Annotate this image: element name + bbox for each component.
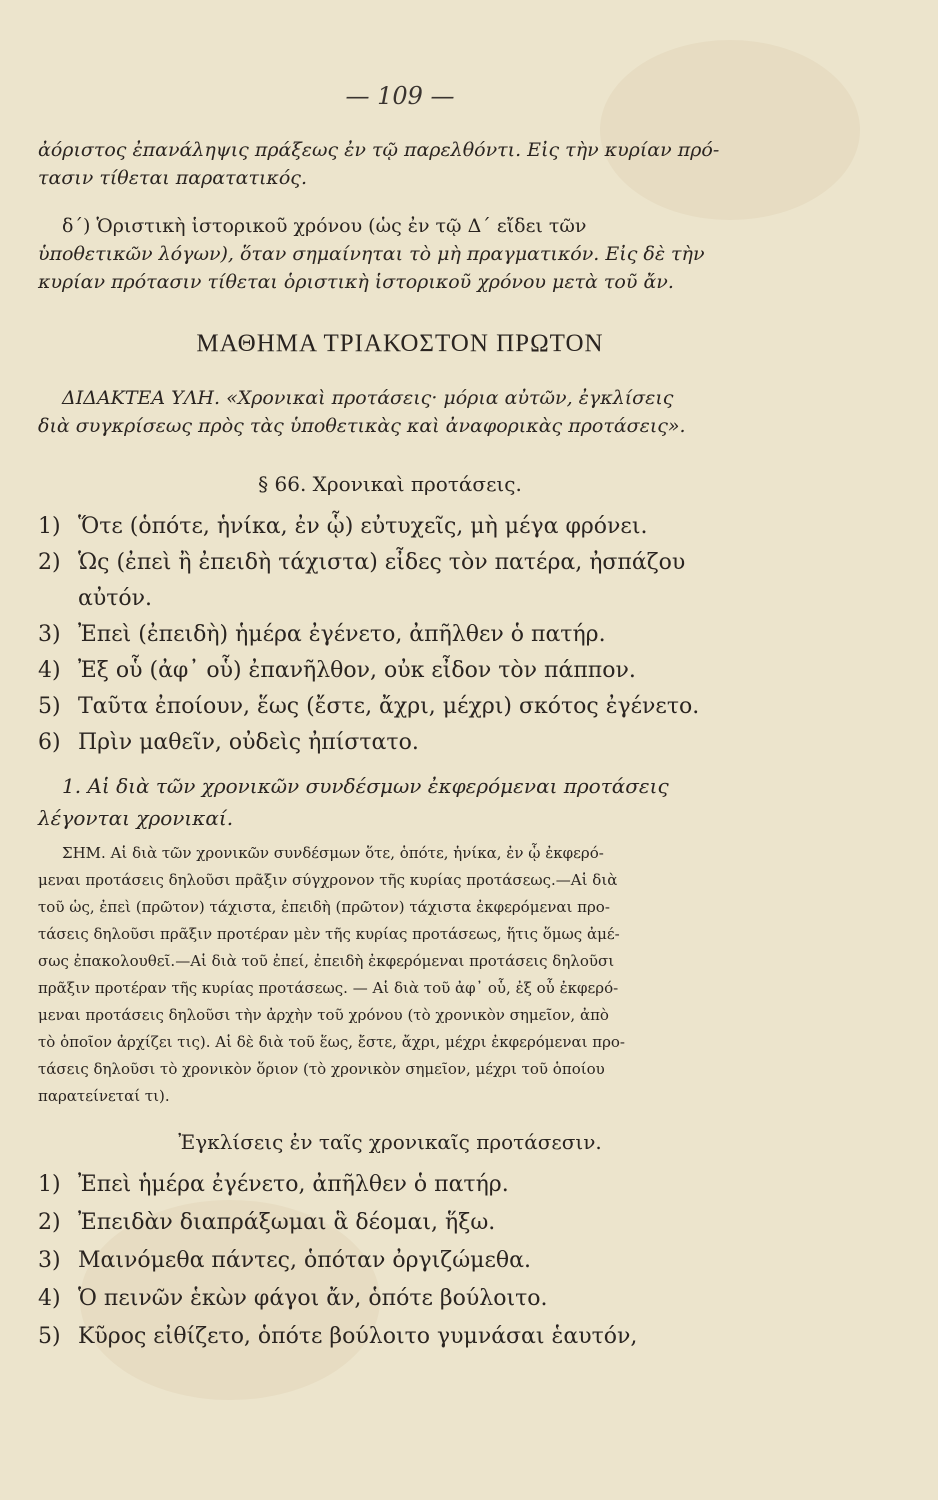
teaching-material	[38, 384, 838, 440]
item-text: Ὅτε (ὁπότε, ἡνίκα, ἐν ᾧ) εὐτυχεῖς, μὴ μέγα φρόνει.	[78, 514, 648, 539]
note-paragraph	[38, 840, 838, 1110]
list-item	[38, 1322, 637, 1352]
text-line: ΔΙΔΑΚΤΕΑ ΥΛΗ. «Χρονικαὶ προτάσεις· μόρια αὐτῶν, ἐγκλίσεις	[62, 387, 674, 409]
text-line: ΣΗΜ. Αἱ διὰ τῶν χρονικῶν συνδέσμων ὅτε, ὁπότε, ἡνίκα, ἐν ᾧ ἐκφερό-	[62, 844, 604, 862]
item-text: Κῦρος εἰθίζετο, ὁπότε βούλοιτο γυμνάσαι ἑαυτόν,	[78, 1324, 638, 1349]
page-number: — 109 —	[345, 82, 455, 110]
item-number: 5)	[38, 694, 61, 719]
text-line: τασιν τίθεται παρατατικός.	[38, 167, 307, 189]
item-text: αὐτόν.	[78, 586, 153, 611]
list-item	[38, 656, 636, 686]
text-line: ὑποθετικῶν λόγων), ὅταν σημαίνηται τὸ μὴ πραγματικόν. Εἰς δὲ τὴν	[38, 243, 705, 265]
delta-paragraph	[38, 212, 838, 296]
text-line: μεναι προτάσεις δηλοῦσι τὴν ἀρχὴν τοῦ χρόνου (τὸ χρονικὸν σημεῖον, ἀπὸ	[38, 1006, 609, 1024]
list-item	[38, 1246, 531, 1276]
text-line: κυρίαν πρότασιν τίθεται ὁριστικὴ ἱστορικοῦ χρόνου μετὰ τοῦ ἄν.	[38, 271, 674, 293]
list-item	[38, 1284, 548, 1314]
item-number: 4)	[38, 1286, 61, 1311]
list-item	[38, 548, 685, 578]
item-number: 3)	[38, 1248, 61, 1273]
item-text: Ὁ πεινῶν ἑκὼν φάγοι ἄν, ὁπότε βούλοιτο.	[78, 1286, 548, 1311]
item-number: 2)	[38, 1210, 61, 1235]
paper-stain	[600, 40, 860, 220]
item-text: Μαινόμεθα πάντες, ὁπόταν ὀργιζώμεθα.	[78, 1248, 531, 1273]
section-heading: § 66. Χρονικαὶ προτάσεις.	[258, 472, 522, 496]
text-line: λέγονται χρονικαί.	[38, 806, 234, 830]
item-number: 1)	[38, 1172, 61, 1197]
item-number: 5)	[38, 1324, 61, 1349]
list-item	[38, 584, 152, 614]
item-number: 3)	[38, 622, 61, 647]
item-text: Ταῦτα ἐποίουν, ἕως (ἔστε, ἄχρι, μέχρι) σκότος ἐγένετο.	[78, 694, 700, 719]
text-line: σως ἐπακολουθεῖ.—Αἱ διὰ τοῦ ἐπεί, ἐπειδὴ ἐκφερόμεναι προτάσεις δηλοῦσι	[38, 952, 615, 970]
item-number: 6)	[38, 730, 61, 755]
moods-heading: Ἐγκλίσεις ἐν ταῖς χρονικαῖς προτάσεσιν.	[178, 1130, 602, 1154]
item-text: Ἐπειδὰν διαπράξωμαι ἃ δέομαι, ἥξω.	[78, 1210, 496, 1235]
lesson-title: ΜΑΘΗΜΑ ΤΡΙΑΚΟΣΤΟΝ ΠΡΩΤΟΝ	[196, 330, 604, 357]
item-text: Πρὶν μαθεῖν, οὐδεὶς ἠπίστατο.	[78, 730, 419, 755]
rule-paragraph	[38, 770, 838, 834]
text-line: τοῦ ὡς, ἐπεὶ (πρῶτον) τάχιστα, ἐπειδὴ (πρῶτον) τάχιστα ἐκφερόμεναι προ-	[38, 898, 610, 916]
item-number: 4)	[38, 658, 61, 683]
text-line: 1. Αἱ διὰ τῶν χρονικῶν συνδέσμων ἐκφερόμεναι προτάσεις	[62, 774, 669, 798]
item-text: Ὡς (ἐπεὶ ἢ ἐπειδὴ τάχιστα) εἶδες τὸν πατέρα, ἠσπάζου	[78, 550, 686, 575]
list-item	[38, 620, 606, 650]
text-line: τάσεις δηλοῦσι πρᾶξιν προτέραν μὲν τῆς κυρίας προτάσεως, ἥτις ὅμως ἀμέ-	[38, 925, 620, 943]
item-number: 2)	[38, 550, 61, 575]
text-line: μεναι προτάσεις δηλοῦσι πρᾶξιν σύγχρονον τῆς κυρίας προτάσεως.—Αἱ διὰ	[38, 871, 618, 889]
list-item	[38, 692, 699, 722]
intro-paragraph	[38, 136, 838, 192]
item-number: 1)	[38, 514, 61, 539]
list-item	[38, 1208, 495, 1238]
list-item	[38, 1170, 509, 1200]
item-text: Ἐπεὶ ἡμέρα ἐγένετο, ἀπῆλθεν ὁ πατήρ.	[78, 1172, 509, 1197]
text-line: τάσεις δηλοῦσι τὸ χρονικὸν ὅριον (τὸ χρονικὸν σημεῖον, μέχρι τοῦ ὁποίου	[38, 1060, 605, 1078]
item-text: Ἐξ οὗ (ἀφ᾽ οὗ) ἐπανῆλθον, οὐκ εἶδον τὸν πάππον.	[78, 658, 636, 683]
list-item	[38, 512, 647, 542]
text-line: παρατείνεταί τι).	[38, 1087, 170, 1105]
text-line: πρᾶξιν προτέραν τῆς κυρίας προτάσεως. — Αἱ διὰ τοῦ ἀφ᾽ οὗ, ἐξ οὗ ἐκφερό-	[38, 979, 619, 997]
text-line: διὰ συγκρίσεως πρὸς τὰς ὑποθετικὰς καὶ ἀναφορικὰς προτάσεις».	[38, 415, 686, 437]
text-line: δ΄) Ὁριστικὴ ἱστορικοῦ χρόνου (ὡς ἐν τῷ Δ΄ εἴδει τῶν	[62, 215, 587, 237]
text-line: τὸ ὁποῖον ἀρχίζει τις). Αἱ δὲ διὰ τοῦ ἕως, ἔστε, ἄχρι, μέχρι ἐκφερόμεναι προ-	[38, 1033, 625, 1051]
list-item	[38, 728, 419, 758]
item-text: Ἐπεὶ (ἐπειδὴ) ἡμέρα ἐγένετο, ἀπῆλθεν ὁ πατήρ.	[78, 622, 606, 647]
text-line: ἀόριστος ἐπανάληψις πράξεως ἐν τῷ παρελθόντι. Εἰς τὴν κυρίαν πρό-	[38, 139, 720, 161]
